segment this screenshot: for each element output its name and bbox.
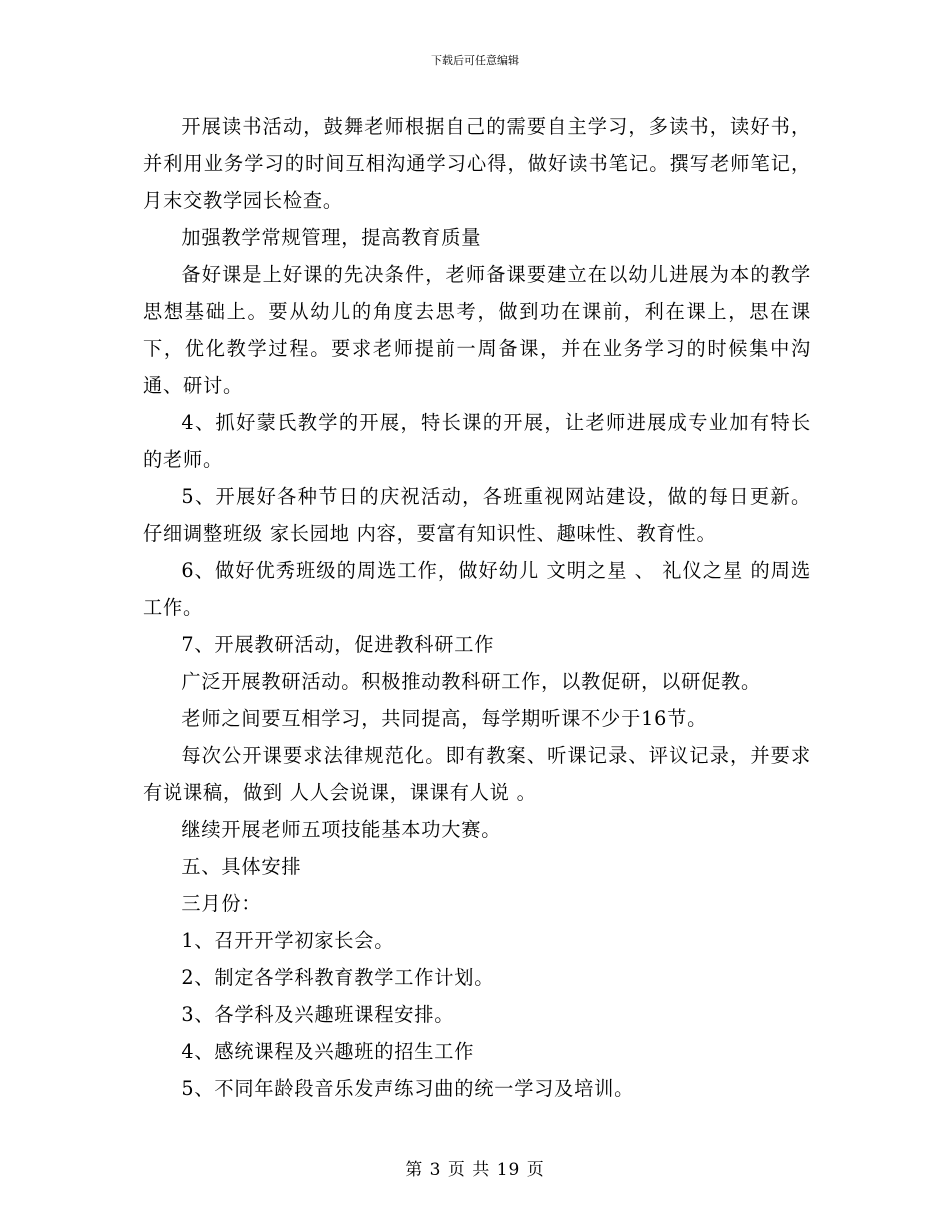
list-item: 4、感统课程及兴趣班的招生工作 bbox=[181, 1040, 475, 1063]
document-body bbox=[143, 108, 811, 1107]
page-number: 第 3 页 共 19 页 bbox=[405, 1160, 545, 1180]
subsection-heading: 三月份： bbox=[181, 892, 262, 915]
paragraph: 继续开展老师五项技能基本功大赛。 bbox=[181, 818, 502, 841]
paragraph: 广泛开展教研活动。积极推动教科研工作，以教促研，以研促教。 bbox=[181, 670, 762, 693]
paragraph: 备好课是上好课的先决条件，老师备课要建立在以幼儿进展为本的教学思想基础上。要从幼儿的角度去思考，做到功在课前，利在课上，思在课下，优化教学过程。要求老师提前一周备课，并在业务学习的时候集中沟通、研讨。 bbox=[143, 263, 811, 397]
list-item: 4、抓好蒙氏教学的开展，特长课的开展，让老师进展成专业加有特长的老师。 bbox=[143, 411, 811, 471]
paragraph: 开展读书活动，鼓舞老师根据自己的需要自主学习，多读书，读好书，并利用业务学习的时间互相沟通学习心得，做好读书笔记。撰写老师笔记，月末交教学园长检查。 bbox=[143, 115, 811, 212]
list-item: 1、召开开学初家长会。 bbox=[181, 929, 395, 952]
list-item: 3、各学科及兴趣班课程安排。 bbox=[181, 1003, 455, 1026]
page-header-note: 下载后可任意编辑 bbox=[431, 54, 519, 67]
paragraph: 每次公开课要求法律规范化。即有教案、听课记录、评议记录，并要求有说课稿，做到 人人会说课，课课有人说 。 bbox=[143, 744, 811, 804]
paragraph: 老师之间要互相学习，共同提高，每学期听课不少于16节。 bbox=[181, 707, 708, 730]
section-heading: 加强教学常规管理，提高教育质量 bbox=[181, 226, 482, 249]
list-item: 6、做好优秀班级的周选工作，做好幼儿 文明之星 、 礼仪之星 的周选工作。 bbox=[143, 559, 811, 619]
list-item: 2、制定各学科教育教学工作计划。 bbox=[181, 966, 495, 989]
list-item: 5、不同年龄段音乐发声练习曲的统一学习及培训。 bbox=[181, 1077, 635, 1100]
list-item: 5、开展好各种节日的庆祝活动，各班重视网站建设，做的每日更新。仔细调整班级 家长园地 内容，要富有知识性、趣味性、教育性。 bbox=[143, 485, 811, 545]
section-heading: 五、具体安排 bbox=[181, 855, 302, 878]
list-item: 7、开展教研活动，促进教科研工作 bbox=[181, 633, 495, 656]
